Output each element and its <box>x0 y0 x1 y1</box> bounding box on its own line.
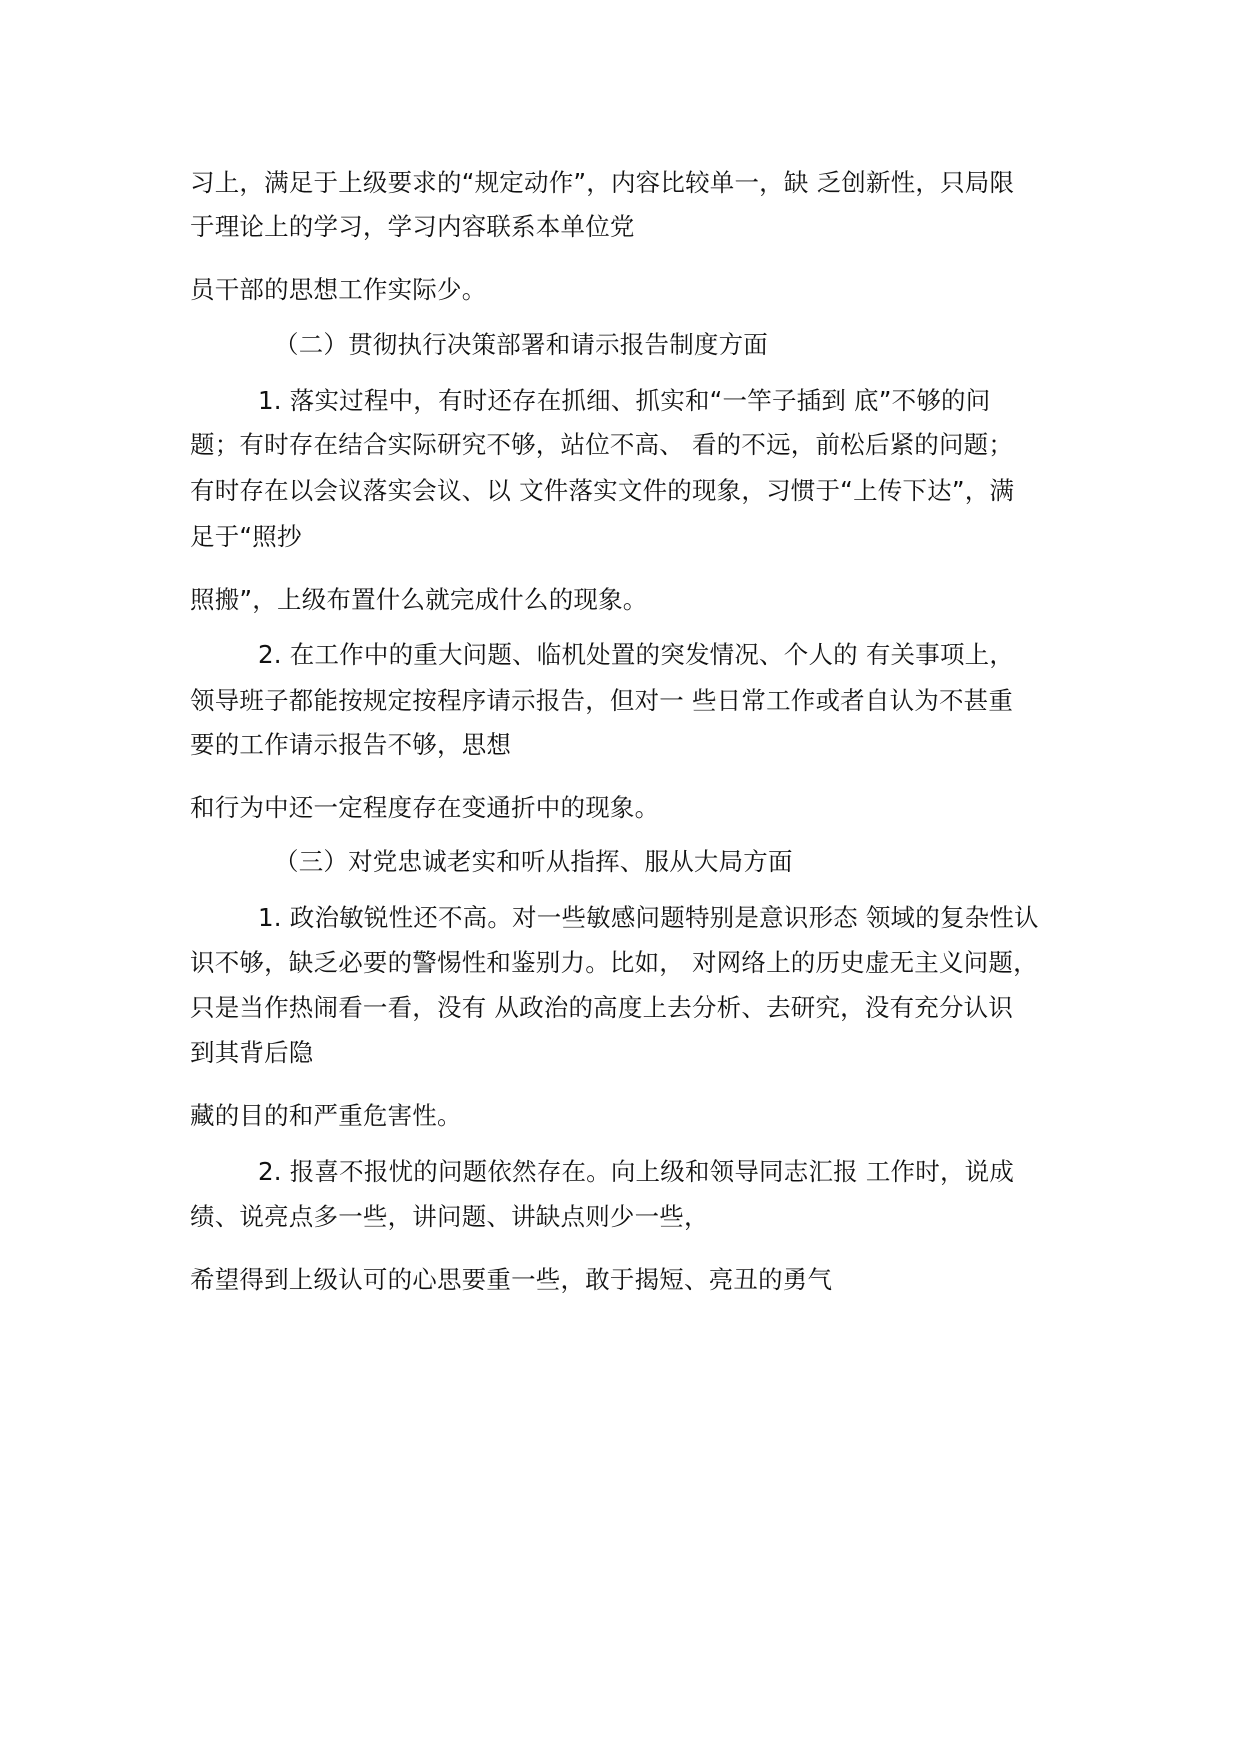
text-line: 到其背后隐 <box>190 1038 314 1067</box>
paragraph-first-line: 2. 报喜不报忧的问题依然存在。向上级和领导同志汇报 工作时，说成 <box>258 1157 1015 1186</box>
text-line: 题；有时存在结合实际研究不够，站位不高、 看的不远，前松后紧的问题； <box>190 430 1014 459</box>
paragraph-first-line: 1. 落实过程中，有时还存在抓细、抓实和“一竿子插到 底”不够的问 <box>258 386 991 415</box>
text-line: 有时存在以会议落实会议、以 文件落实文件的现象，习惯于“上传下达”，满 <box>190 476 1015 505</box>
text-line: 习上，满足于上级要求的“规定动作”，内容比较单一，缺 乏创新性，只局限 <box>190 168 1015 197</box>
text-line: 照搬”，上级布置什么就完成什么的现象。 <box>190 585 648 614</box>
section-heading: （三）对党忠诚老实和听从指挥、服从大局方面 <box>274 847 793 876</box>
paragraph-first-line: 2. 在工作中的重大问题、临机处置的突发情况、个人的 有关事项上， <box>258 640 1015 669</box>
text-line: 足于“照抄 <box>190 522 302 551</box>
text-line: 识不够，缺乏必要的警惕性和鉴别力。比如， 对网络上的历史虚无主义问题， <box>190 948 1038 977</box>
text-line: 于理论上的学习，学习内容联系本单位党 <box>190 212 635 241</box>
text-line: 藏的目的和严重危害性。 <box>190 1101 462 1130</box>
paragraph-first-line: 1. 政治敏锐性还不高。对一些敏感问题特别是意识形态 领域的复杂性认 <box>258 903 1039 932</box>
text-line: 绩、说亮点多一些，讲问题、讲缺点则少一些， <box>190 1202 709 1231</box>
text-line: 希望得到上级认可的心思要重一些，敢于揭短、亮丑的勇气 <box>190 1265 833 1294</box>
section-heading: （二）贯彻执行决策部署和请示报告制度方面 <box>274 330 768 359</box>
text-line: 和行为中还一定程度存在变通折中的现象。 <box>190 793 660 822</box>
text-line: 只是当作热闹看一看，没有 从政治的高度上去分析、去研究，没有充分认识 <box>190 993 1014 1022</box>
text-line: 要的工作请示报告不够，思想 <box>190 730 512 759</box>
text-line: 领导班子都能按规定按程序请示报告，但对一 些日常工作或者自认为不甚重 <box>190 686 1014 715</box>
text-line: 员干部的思想工作实际少。 <box>190 275 487 304</box>
